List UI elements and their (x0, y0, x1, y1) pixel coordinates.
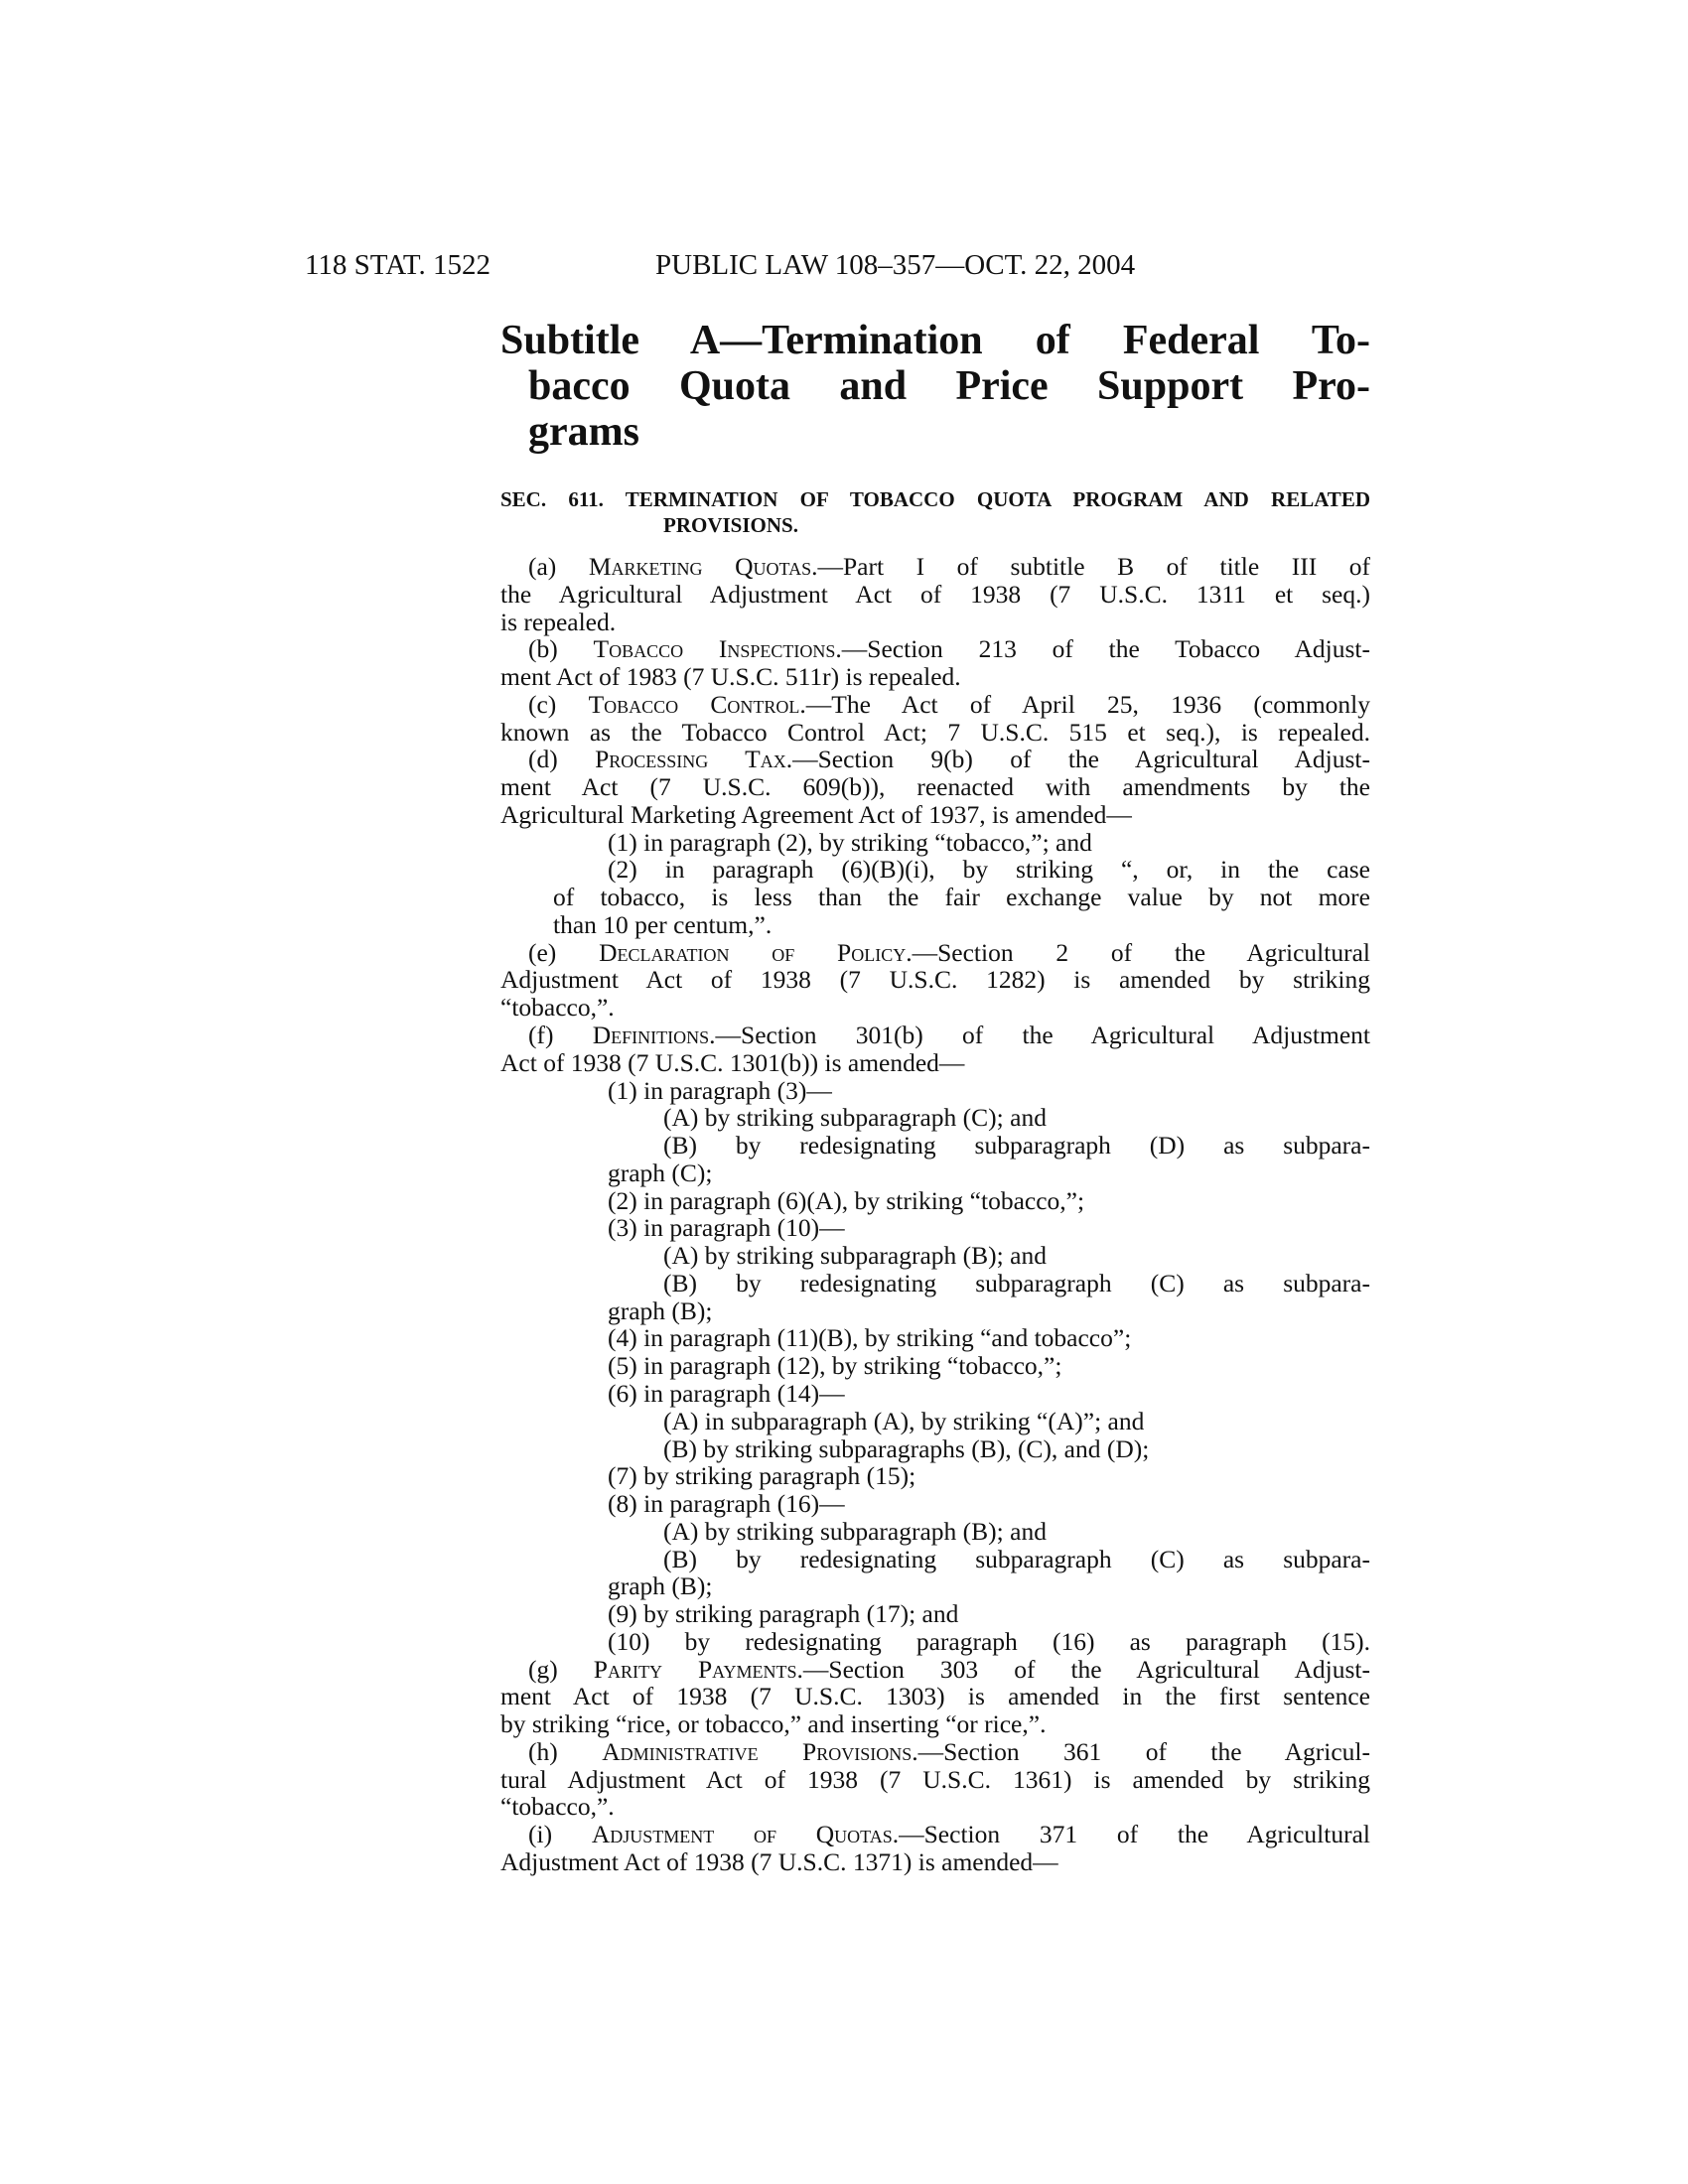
line-text: (f) (528, 1021, 593, 1050)
line-text: (10) by redesignating paragraph (16) as paragraph (15). (608, 1626, 1370, 1656)
line-text: (4) in paragraph (11)(B), by striking “and tobacco”; (608, 1323, 1132, 1353)
line-text: —Section 371 of the Agricultural (899, 1820, 1370, 1849)
line-text: —Section 213 of the Tobacco Adjust- (841, 634, 1371, 664)
text-line (500, 1821, 1370, 1848)
line-text: —Section 361 of the Agricul- (917, 1736, 1370, 1766)
line-text: (d) (528, 745, 596, 774)
line-text: —Section 2 of the Agricultural (912, 937, 1370, 967)
text-line (500, 1793, 1370, 1821)
subtitle-heading (500, 318, 1370, 455)
text-line (500, 829, 1370, 857)
line-text: (e) (528, 937, 600, 967)
line-text: —The Act of April 25, 1936 (commonly (805, 689, 1370, 719)
line-text: graph (B); (608, 1571, 713, 1601)
text-line (500, 719, 1370, 747)
text-line (500, 1462, 1370, 1490)
text-line (500, 1656, 1370, 1684)
text-line (500, 1104, 1370, 1132)
subtitle-line: grams (528, 409, 639, 455)
text-line (500, 1546, 1370, 1573)
line-text: Adjustment Act of 1938 (7 U.S.C. 1371) is amended— (500, 1846, 1058, 1876)
line-text: Adjustment Act of 1938 (7 U.S.C. 1282) is amended by striking (500, 965, 1370, 995)
text-line (500, 1683, 1370, 1710)
line-text: (6) in paragraph (14)— (608, 1378, 845, 1408)
line-text: graph (B); (608, 1296, 713, 1325)
line-text: “tobacco,”. (500, 993, 615, 1023)
line-text: —Section 301(b) of the Agricultural Adjustment (715, 1021, 1370, 1050)
text-line (500, 1766, 1370, 1794)
text-line (500, 1242, 1370, 1270)
text-line (500, 1270, 1370, 1297)
line-text: is repealed. (500, 607, 617, 636)
line-text: of tobacco, is less than the fair exchange value by not more (553, 883, 1370, 912)
line-text: Agricultural Marketing Agreement Act of 1937, is amended— (500, 799, 1132, 829)
subtitle-line: Subtitle A—Termination of Federal To- (500, 318, 1370, 363)
text-line (500, 1628, 1370, 1656)
text-line (500, 1352, 1370, 1380)
paragraph-heading: Adjustment of Quotas. (591, 1820, 900, 1849)
line-text: ment Act (7 U.S.C. 609(b)), reenacted with amendments by the (500, 772, 1370, 802)
line-text: —Section 303 of the Agricultural Adjust- (802, 1654, 1370, 1684)
text-line (500, 1572, 1370, 1600)
text-line (500, 1324, 1370, 1352)
line-text: (a) (528, 552, 589, 581)
line-text: (9) by striking paragraph (17); and (608, 1599, 959, 1629)
text-line (500, 884, 1370, 911)
line-text: “tobacco,”. (500, 1792, 615, 1822)
line-text: (3) in paragraph (10)— (608, 1213, 845, 1243)
section-heading-line: PROVISIONS. (663, 513, 798, 537)
text-line (500, 1132, 1370, 1160)
line-text: (B) by redesignating subparagraph (D) as subpara- (663, 1131, 1370, 1160)
line-text: (5) in paragraph (12), by striking “tobacco,”; (608, 1351, 1062, 1381)
text-line (500, 801, 1370, 829)
text-line (500, 1214, 1370, 1242)
line-text: than 10 per centum,”. (553, 909, 773, 939)
line-text: —Part I of subtitle B of title III of (817, 552, 1370, 581)
line-text: (h) (528, 1736, 603, 1766)
text-line (500, 1710, 1370, 1738)
line-text: (A) by striking subparagraph (B); and (663, 1241, 1047, 1271)
text-line (500, 691, 1370, 719)
section-heading (500, 486, 1370, 538)
text-line (500, 581, 1370, 609)
paragraph-heading: Declaration of Policy. (599, 937, 913, 967)
line-text: (B) by redesignating subparagraph (C) as subpara- (663, 1268, 1370, 1297)
text-line (500, 939, 1370, 967)
text-line (500, 1490, 1370, 1518)
text-line (500, 553, 1370, 581)
line-text: (7) by striking paragraph (15); (608, 1461, 916, 1491)
text-line (500, 773, 1370, 801)
paragraph-heading: Processing Tax. (595, 745, 793, 774)
paragraph-heading: Marketing Quotas. (588, 552, 818, 581)
line-text: tural Adjustment Act of 1938 (7 U.S.C. 1361) is amended by striking (500, 1764, 1370, 1794)
line-text: (B) by striking subparagraphs (B), (C), and (D); (663, 1433, 1150, 1463)
section-heading-line: SEC. 611. TERMINATION OF TOBACCO QUOTA PROGRAM AND RELATED (500, 487, 1370, 511)
line-text: by striking “rice, or tobacco,” and inserting “or rice,”. (500, 1709, 1047, 1739)
line-text: known as the Tobacco Control Act; 7 U.S.C. 515 et seq.), is repealed. (500, 717, 1370, 747)
text-line (500, 911, 1370, 939)
line-text: the Agricultural Adjustment Act of 1938 (7 U.S.C. 1311 et seq.) (500, 579, 1370, 609)
line-text: (2) in paragraph (6)(B)(i), by striking “, or, in the case (608, 855, 1370, 885)
line-text: (A) in subparagraph (A), by striking “(A)”; and (663, 1406, 1145, 1435)
line-text: (2) in paragraph (6)(A), by striking “tobacco,”; (608, 1185, 1085, 1215)
line-text: ment Act of 1983 (7 U.S.C. 511r) is repealed. (500, 662, 961, 692)
paragraph-heading: Administrative Provisions. (602, 1736, 918, 1766)
line-text: (B) by redesignating subparagraph (C) as subpara- (663, 1544, 1370, 1573)
text-line (500, 1408, 1370, 1435)
line-text: (A) by striking subparagraph (C); and (663, 1103, 1047, 1133)
subtitle-line: bacco Quota and Price Support Pro- (528, 363, 1370, 409)
text-line (500, 1600, 1370, 1628)
paragraph-heading: Definitions. (592, 1021, 716, 1050)
line-text: Act of 1938 (7 U.S.C. 1301(b)) is amended— (500, 1047, 965, 1077)
line-text: (c) (528, 689, 589, 719)
text-line (500, 609, 1370, 636)
text-line (500, 856, 1370, 884)
line-text: (b) (528, 634, 594, 664)
page-stat-citation: 118 STAT. 1522 (305, 249, 491, 281)
text-line (500, 1848, 1370, 1876)
text-line (500, 1518, 1370, 1546)
section-body (500, 553, 1370, 1876)
line-text: (8) in paragraph (16)— (608, 1489, 845, 1519)
line-text: graph (C); (608, 1158, 713, 1187)
text-line (500, 1049, 1370, 1077)
text-line (500, 1022, 1370, 1049)
text-line (500, 746, 1370, 773)
text-line (500, 1187, 1370, 1215)
paragraph-heading: Parity Payments. (593, 1654, 803, 1684)
line-text: (i) (528, 1820, 592, 1849)
text-line (500, 1297, 1370, 1325)
text-line (500, 1738, 1370, 1766)
paragraph-heading: Tobacco Inspections. (593, 634, 842, 664)
text-line (500, 1077, 1370, 1105)
text-line (500, 635, 1370, 663)
line-text: —Section 9(b) of the Agricultural Adjust- (792, 745, 1370, 774)
line-text: (A) by striking subparagraph (B); and (663, 1516, 1047, 1546)
paragraph-heading: Tobacco Control. (588, 689, 806, 719)
text-line (500, 1435, 1370, 1463)
line-text: (g) (528, 1654, 594, 1684)
line-text: (1) in paragraph (2), by striking “tobacco,”; and (608, 827, 1092, 857)
line-text: ment Act of 1938 (7 U.S.C. 1303) is amended in the first sentence (500, 1682, 1370, 1711)
text-line (500, 1160, 1370, 1187)
text-line (500, 1380, 1370, 1408)
text-line (500, 966, 1370, 994)
text-line (500, 663, 1370, 691)
running-header: PUBLIC LAW 108–357—OCT. 22, 2004 (655, 249, 1136, 281)
line-text: (1) in paragraph (3)— (608, 1075, 832, 1105)
text-line (500, 994, 1370, 1022)
